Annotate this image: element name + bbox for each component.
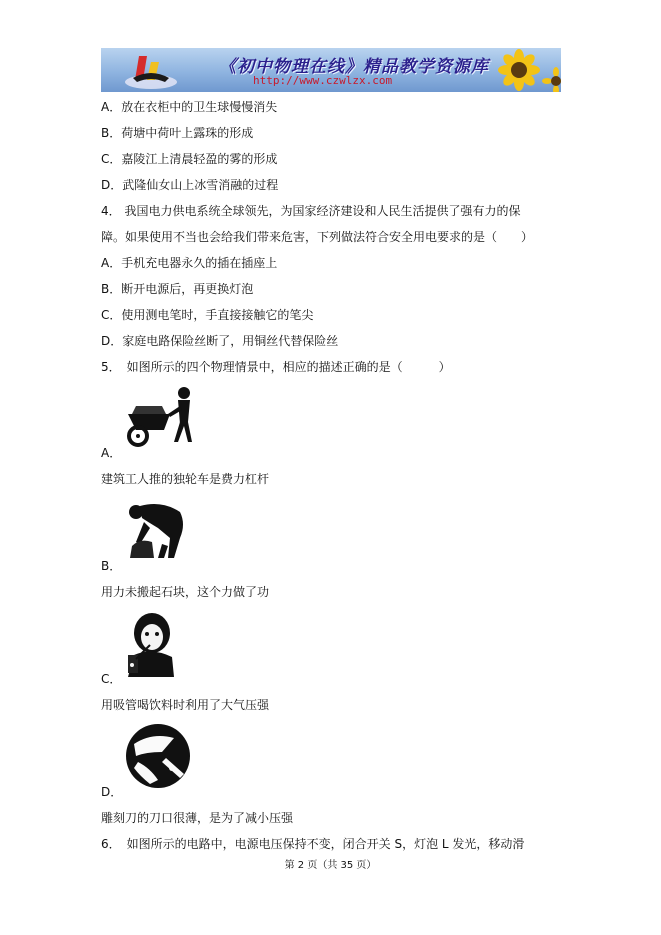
- q5-option-d-letter: D．: [101, 785, 123, 799]
- q4-option-a: A．手机充电器永久的插在插座上: [101, 256, 278, 270]
- q5-option-d-text: 雕刻刀的刀口很薄，是为了减小压强: [101, 811, 294, 825]
- wheelbarrow-worker-image: [122, 384, 196, 448]
- q5-option-a-text: 建筑工人推的独轮车是费力杠杆: [101, 472, 270, 486]
- logo-icon: [121, 48, 181, 92]
- carving-knife-image: [122, 722, 194, 790]
- sunflower-icon: [489, 48, 549, 92]
- q5-option-b-letter: B．: [101, 559, 122, 573]
- q3-option-a: A．放在衣柜中的卫生球慢慢消失: [101, 100, 278, 114]
- q3-option-d: D．武隆仙女山上冰雪消融的过程: [101, 178, 279, 192]
- q5-option-c-text: 用吸管喝饮料时利用了大气压强: [101, 698, 270, 712]
- header-banner: [101, 48, 561, 92]
- q5-option-b-text: 用力未搬起石块，这个力做了功: [101, 585, 270, 599]
- page-footer: 第 2 页（共 35 页）: [284, 860, 377, 871]
- sunflower-small-icon: [541, 66, 561, 92]
- banner-title: 《初中物理在线》精品教学资源库: [219, 57, 489, 77]
- q6-stem: 6． 如图所示的电路中，电源电压保持不变，闭合开关 S，灯泡 L 发光，移动滑: [101, 837, 525, 851]
- q4-stem-line-2: 障。如果使用不当也会给我们带来危害，下列做法符合安全用电要求的是（ ）: [101, 230, 534, 244]
- child-drinking-straw-image: [122, 611, 178, 677]
- q4-option-b: B．断开电源后，再更换灯泡: [101, 282, 254, 296]
- q5-stem: 5． 如图所示的四个物理情景中，相应的描述正确的是（ ）: [101, 360, 451, 374]
- q5-option-c-letter: C．: [101, 672, 122, 686]
- person-lifting-stone-image: [122, 498, 192, 562]
- q3-option-b: B．荷塘中荷叶上露珠的形成: [101, 126, 254, 140]
- q5-option-a-letter: A．: [101, 446, 122, 460]
- banner-url: http://www.czwlzx.com: [253, 74, 393, 87]
- q4-option-d: D．家庭电路保险丝断了，用铜丝代替保险丝: [101, 334, 339, 348]
- q4-stem-line-1: 4． 我国电力供电系统全球领先，为国家经济建设和人民生活提供了强有力的保: [101, 204, 521, 218]
- q4-option-c: C．使用测电笔时，手直接接触它的笔尖: [101, 308, 314, 322]
- q3-option-c: C．嘉陵江上清晨轻盈的雾的形成: [101, 152, 278, 166]
